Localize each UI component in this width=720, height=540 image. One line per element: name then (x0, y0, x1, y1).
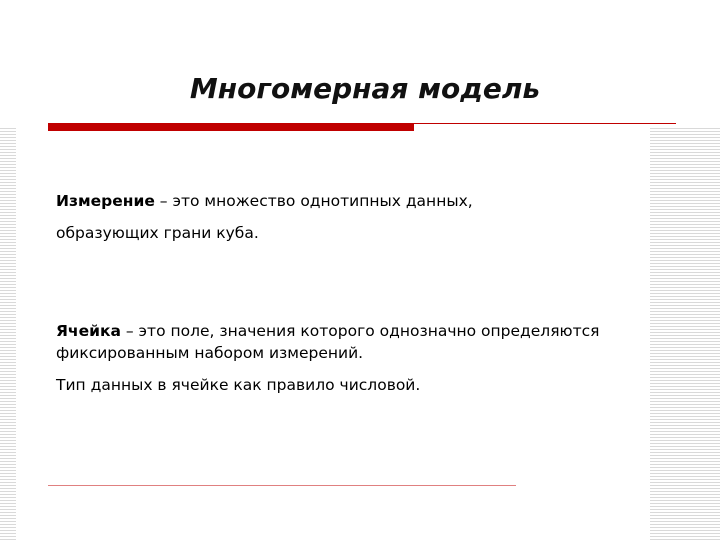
slide-title: Многомерная модель (189, 72, 541, 105)
term-dimension: Измерение (56, 192, 155, 210)
term-cell: Ячейка (56, 322, 121, 340)
title-underline-thick (48, 123, 414, 131)
paragraph-dimension-continuation (56, 222, 636, 244)
paragraph-text: Тип данных в ячейке как правило числовой. (56, 376, 421, 394)
footer-divider (48, 485, 516, 486)
paragraph-cell-data-type (56, 374, 636, 396)
title-underline-thin (414, 123, 676, 124)
paragraph-text: образующих грани куба. (56, 224, 259, 242)
paragraph-cell-definition (56, 320, 636, 364)
paragraph-dimension-definition (56, 190, 636, 212)
paragraph-text: – это множество однотипных данных, (154, 192, 473, 210)
paragraph-text: – это поле, значения которого однозначно определяются фиксированным набором измерений. (56, 322, 600, 362)
